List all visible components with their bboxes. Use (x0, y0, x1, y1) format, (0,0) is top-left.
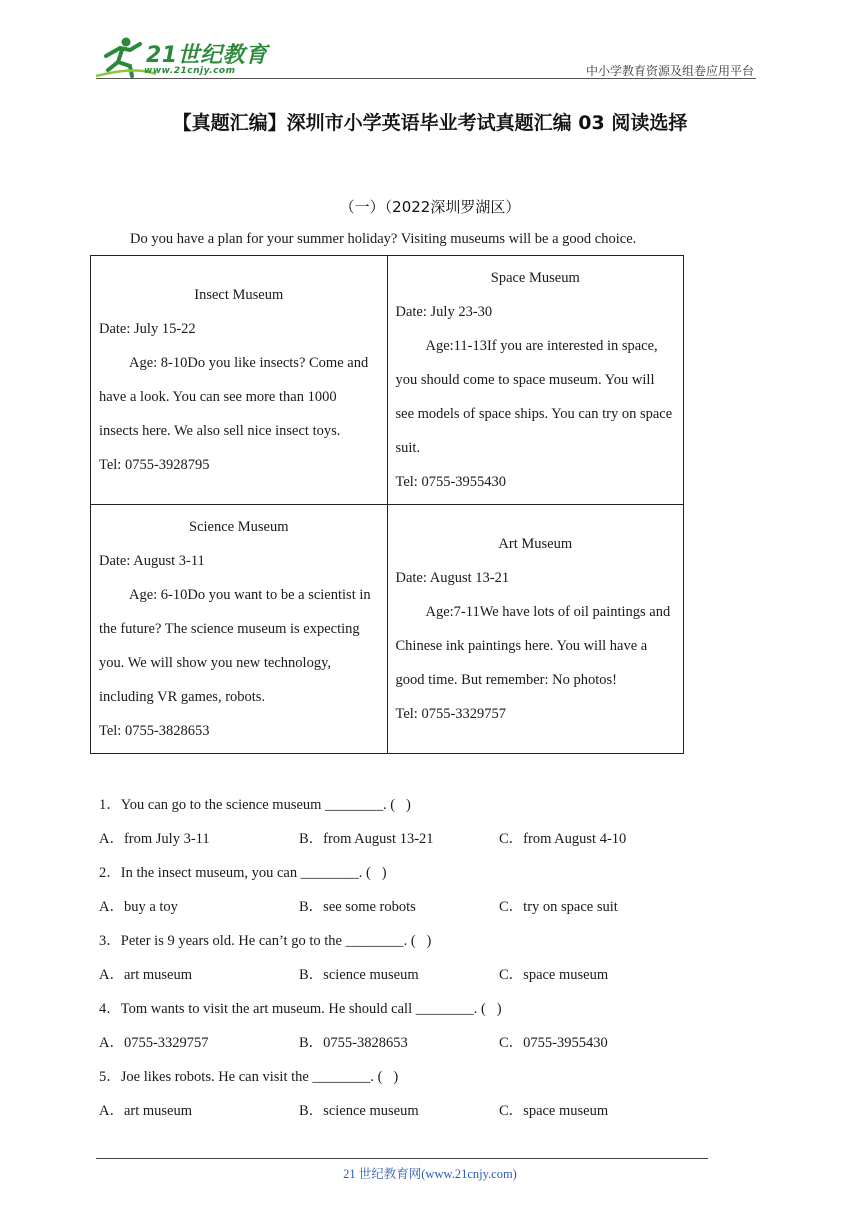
option-a: A．0755-3329757 (99, 1035, 209, 1051)
museum-tel: Tel: 0755-3329757 (395, 706, 507, 722)
museum-tel: Tel: 0755-3928795 (99, 457, 210, 473)
option-b: B．from August 13-21 (299, 831, 434, 847)
answer-options (99, 890, 739, 924)
question-text: 4．Tom wants to visit the art museum. He should call ________. ( ) (99, 1001, 502, 1017)
museum-tel: Tel: 0755-3828653 (99, 723, 210, 739)
section-label: （一）（2022深圳罗湖区） (339, 198, 521, 216)
museum-description: Age: 6-10Do you want to be a scientist in the future? The science museum is expecting you. We will show you new technology, including VR games, robots. (99, 587, 371, 705)
platform-name: 中小学教育资源及组卷应用平台 (585, 64, 754, 78)
option-c: C．space museum (499, 967, 609, 983)
museum-description: Age: 8-10Do you like insects? Come and have a look. You can see more than 1000 insects here. We also sell nice insect toys. (99, 355, 369, 439)
option-b: B．0755-3828653 (299, 1035, 408, 1051)
footer-divider (96, 1158, 708, 1159)
question-text: 5．Joe likes robots. He can visit the ________. ( ) (99, 1069, 399, 1085)
museum-cell-insect (91, 256, 388, 505)
question-list (99, 788, 739, 1128)
museum-tel: Tel: 0755-3955430 (395, 474, 507, 490)
museum-name: Space Museum (490, 270, 580, 286)
answer-options (99, 958, 739, 992)
option-b: B．see some robots (299, 899, 416, 915)
question-text: 3．Peter is 9 years old. He can’t go to the ________. ( ) (99, 933, 432, 949)
option-c: C．0755-3955430 (499, 1035, 608, 1051)
museum-date: Date: July 23-30 (395, 304, 493, 320)
option-c: C．space museum (499, 1103, 609, 1119)
museum-description: Age:11-13If you are interested in space, you should come to space museum. You will see models of space ships. You can try on space suit. (395, 338, 673, 456)
museum-cell-science (91, 505, 388, 754)
museum-cell-space (387, 256, 684, 505)
header-divider (96, 78, 756, 79)
logo-text: 21世纪教育 (146, 43, 268, 68)
museum-name: Insect Museum (194, 287, 284, 303)
option-b: B．science museum (299, 967, 419, 983)
museum-name: Art Museum (498, 536, 573, 552)
question-text: 2．In the insect museum, you can ________. ( ) (99, 865, 387, 881)
museum-name: Science Museum (189, 519, 289, 535)
option-c: C．try on space suit (499, 899, 618, 915)
option-c: C．from August 4-10 (499, 831, 627, 847)
intro-text: Do you have a plan for your summer holiday? Visiting museums will be a good choice. (130, 231, 637, 247)
museum-description: Age:7-11We have lots of oil paintings and Chinese ink paintings here. You will have a good time. But remember: No photos! (395, 604, 671, 688)
footer-link[interactable]: 21 世纪教育网(www.21cnjy.com) (343, 1167, 517, 1181)
answer-options (99, 1026, 739, 1060)
option-b: B．science museum (299, 1103, 419, 1119)
museum-date: Date: August 13-21 (395, 570, 510, 586)
question-text: 1．You can go to the science museum ________. ( ) (99, 797, 411, 813)
logo-url: www.21cnjy.com (144, 66, 236, 76)
option-a: A．art museum (99, 1103, 193, 1119)
option-a: A．buy a toy (99, 899, 178, 915)
answer-options (99, 1094, 739, 1128)
museum-date: Date: August 3-11 (99, 553, 205, 569)
museum-cell-art (387, 505, 684, 754)
option-a: A．art museum (99, 967, 193, 983)
option-a: A．from July 3-11 (99, 831, 210, 847)
museum-date: Date: July 15-22 (99, 321, 196, 337)
museum-table (90, 255, 684, 754)
answer-options (99, 822, 739, 856)
page-title: 【真题汇编】深圳市小学英语毕业考试真题汇编 03 阅读选择 (172, 112, 688, 134)
